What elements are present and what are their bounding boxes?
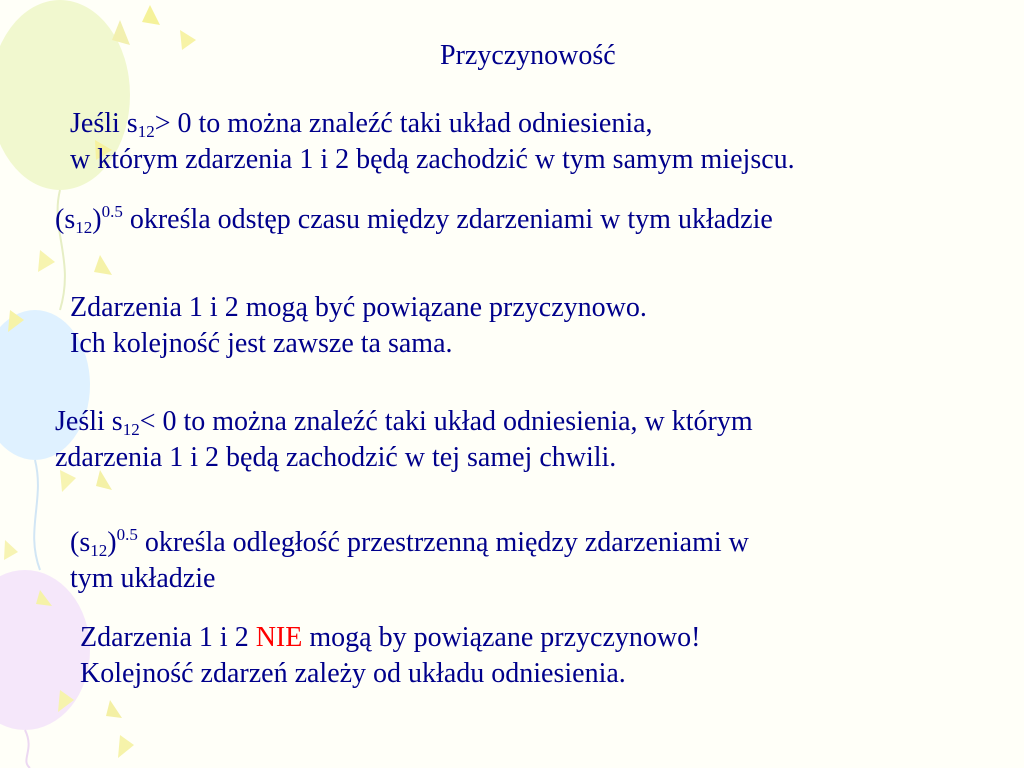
text-block-timelike-condition [55,404,753,476]
text-line: Zdarzenia 1 i 2 NIE mogą by powiązane przyczynowo! [80,622,701,653]
text-line: Zdarzenia 1 i 2 mogą być powiązane przyczynowo. [70,292,647,323]
text-line: tym układzie [70,563,216,594]
text-line: $(s_{12})^{0.5}$ określa odległość przestrzenną między zdarzeniami w [70,525,749,560]
text-block-not-causal [80,620,700,692]
text-block-spacelike-condition [70,106,795,178]
text-line: Ich kolejność jest zawsze ta sama. [70,328,453,359]
text-line: Kolejność zdarzeń zależy od układu odniesienia. [80,658,626,689]
emphasis-not: NIE [255,622,303,653]
text-block-causal [70,290,647,362]
text-line: Jeśli $s_{12}> 0$ to można znaleźć taki układ odniesienia, [70,108,653,141]
text-line: zdarzenia 1 i 2 będą zachodzić w tej samej chwili. [55,442,617,473]
text-block-spatial-distance [70,525,749,597]
text-block-time-interval [55,202,773,238]
text-line: $(s_{12})^{0.5}$ określa odstęp czasu między zdarzeniami w tym układzie [55,202,773,237]
text-line: Jeśli $s_{12}< 0$ to można znaleźć taki układ odniesienia, w którym [55,406,753,439]
slide-title: Przyczynowość [440,40,616,71]
text-line: w którym zdarzenia 1 i 2 będą zachodzić w tym samym miejscu. [70,144,795,175]
